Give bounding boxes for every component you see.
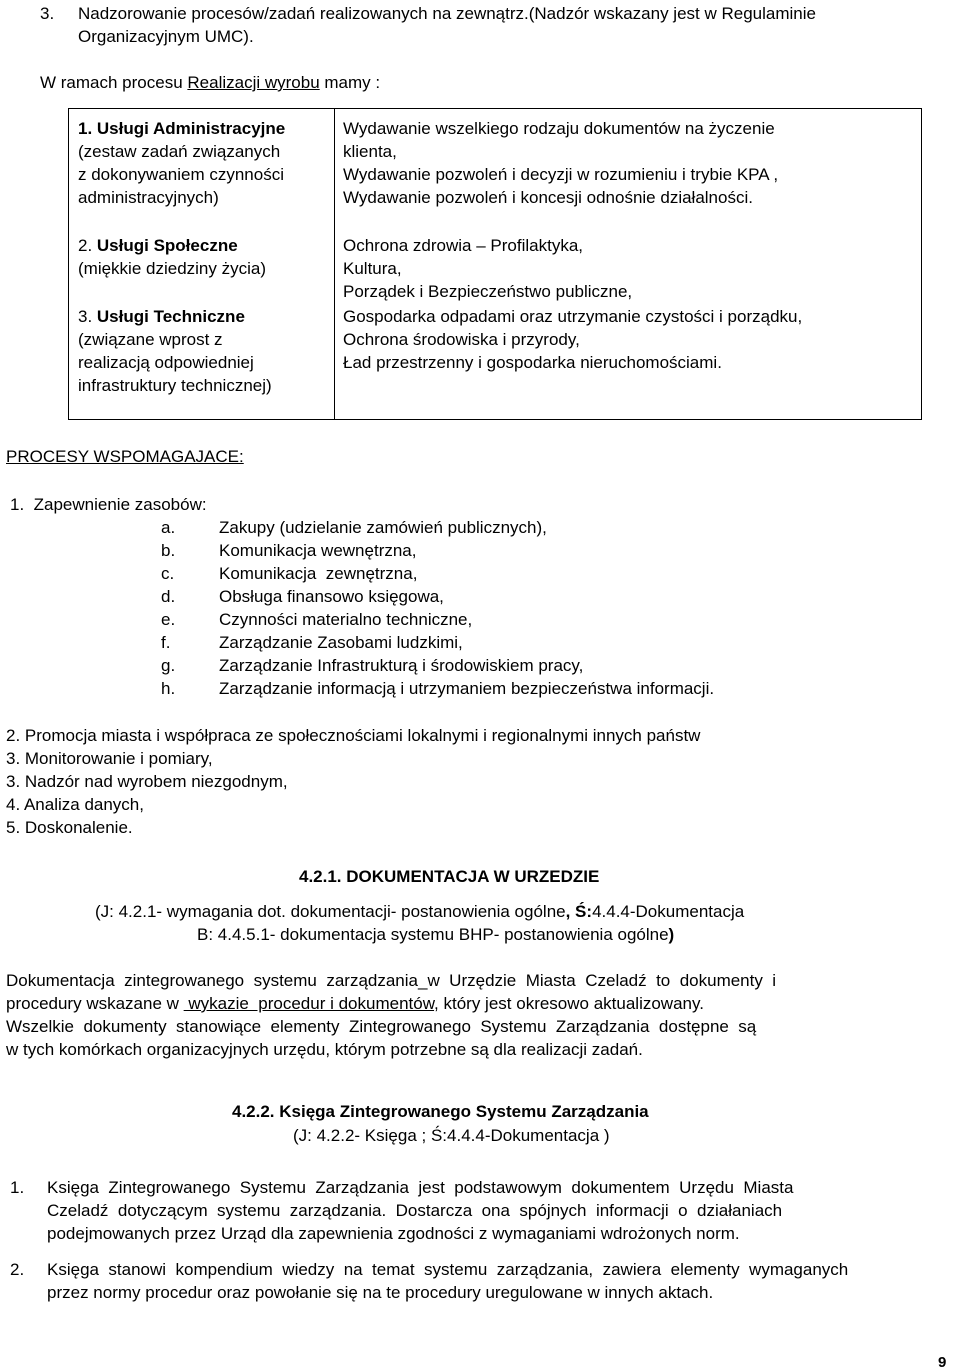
support-list-item: 3. Monitorowanie i pomiary, — [6, 749, 213, 768]
subitem-letter: h. — [161, 679, 176, 698]
book-item-number: 2. — [10, 1260, 25, 1279]
book-item — [47, 1258, 955, 1304]
paragraph-text: procedury wskazane w — [6, 994, 184, 1013]
section-ref-line — [197, 923, 674, 946]
intro-prefix: W ramach procesu — [40, 73, 188, 92]
ref-text: (J: 4.2.1- wymagania dot. dokumentacji- postanowienia ogólne — [95, 902, 566, 921]
service-title — [78, 305, 328, 328]
service-item-line: Gospodarka odpadami oraz utrzymanie czystości i porządku, — [343, 307, 803, 326]
intro-link[interactable]: Realizacji wyrobu — [187, 73, 320, 92]
item-text-line: Organizacyjnym UMC). — [78, 27, 254, 46]
paragraph-line: w tych komórkach organizacyjnych urzędu, którym potrzebne są dla realizacji zadań. — [6, 1040, 643, 1059]
book-item-line: podejmowanych przez Urząd dla zapewnienia zgodności z wymaganiami wdrożonych norm. — [47, 1224, 740, 1243]
service-item-line: Ład przestrzenny i gospodarka nieruchomościami. — [343, 353, 722, 372]
procedures-list-link[interactable]: wykazie procedur i dokumentów — [183, 994, 435, 1013]
service-desc-line: z dokonywaniem czynności — [78, 165, 284, 184]
subitem-letter: g. — [161, 656, 176, 675]
book-item-line: przez normy procedur oraz powołanie się na te procedury uregulowane w innych aktach. — [47, 1283, 714, 1302]
subitem-letter: f. — [161, 633, 171, 652]
service-title-number: 3. — [78, 307, 97, 326]
service-item-line: Wydawanie pozwoleń i koncesji odnośnie działalności. — [343, 188, 753, 207]
paragraph-documentation — [6, 969, 956, 1061]
support-list-item: 4. Analiza danych, — [6, 795, 144, 814]
book-item-line: Księga Zintegrowanego Systemu Zarządzania jest podstawowym dokumentem Urzędu Miasta — [47, 1178, 794, 1197]
paragraph-line-text: Dokumentacja zintegrowanego systemu zarządzania_w Urzędzie Miasta Czeladź to dokumenty i — [6, 971, 777, 990]
section-heading-421: 4.2.1. DOKUMENTACJA W URZEDZIE — [299, 867, 600, 886]
table-cell-right — [343, 305, 918, 374]
service-item-line: klienta, — [343, 142, 397, 161]
subitem-text: Zarządzanie Infrastrukturą i środowiskiem pracy, — [219, 656, 584, 675]
service-title-number: 2. — [78, 236, 97, 255]
subitem-text: Zarządzanie Zasobami ludzkimi, — [219, 633, 463, 652]
book-item-line: Czeladź dotyczącym systemu zarządzania. Dostarcza ona spójnych informacji o działaniach — [47, 1201, 783, 1220]
service-desc-line: realizacją odpowiedniej — [78, 353, 254, 372]
service-item-line: Ochrona zdrowia – Profilaktyka, — [343, 236, 583, 255]
service-desc-line: (miękkie dziedziny życia) — [78, 259, 266, 278]
intro-suffix: mamy : — [319, 73, 381, 92]
page-number: 9 — [938, 1354, 947, 1371]
section-heading-422: 4.2.2. Księga Zintegrowanego Systemu Zarządzania — [232, 1102, 649, 1121]
service-desc-line: administracyjnych) — [78, 188, 219, 207]
subitem-letter: c. — [161, 564, 175, 583]
paragraph-text: , który jest okresowo aktualizowany. — [434, 994, 704, 1013]
intro-line — [40, 71, 380, 94]
service-title — [78, 234, 328, 257]
support-list — [6, 724, 700, 839]
section-subheading-422: (J: 4.2.2- Księga ; Ś:4.4.4-Dokumentacja ) — [293, 1126, 610, 1145]
item-number: 3. — [40, 4, 55, 23]
item-text-line: Nadzorowanie procesów/zadań realizowanych na zewnątrz.(Nadzór wskazany jest w Regulaminie — [78, 4, 816, 23]
support-list-item: 2. Promocja miasta i współpraca ze społecznościami lokalnymi i regionalnymi innych państw — [6, 726, 701, 745]
paragraph-line — [6, 969, 956, 992]
support-list-item: 3. Nadzór nad wyrobem niezgodnym, — [6, 772, 288, 791]
subitem-letter: a. — [161, 518, 176, 537]
subitem-text: Komunikacja zewnętrzna, — [219, 564, 418, 583]
service-desc-line: (zestaw zadań związanych — [78, 142, 281, 161]
subitem-letter: e. — [161, 610, 176, 629]
table-cell-right — [343, 117, 918, 209]
table-cell-left — [78, 305, 328, 397]
support-heading: PROCESY WSPOMAGAJACE: — [6, 447, 244, 466]
service-title: 1. Usługi Administracyjne — [78, 119, 286, 138]
service-desc-line: (związane wprost z — [78, 330, 223, 349]
support-list-item: 5. Doskonalenie. — [6, 818, 133, 837]
ref-text: B: 4.4.5.1- dokumentacja systemu BHP- postanowienia ogólne — [197, 925, 669, 944]
subitem-text: Czynności materialno techniczne, — [219, 610, 473, 629]
service-item-line: Porządek i Bezpieczeństwo publiczne, — [343, 282, 633, 301]
service-item-line: Ochrona środowiska i przyrody, — [343, 330, 580, 349]
table-cell-left — [78, 117, 328, 209]
paragraph-line — [6, 992, 956, 1015]
table-cell-left — [78, 234, 328, 280]
section-ref-line — [95, 900, 744, 923]
subitem-text: Obsługa finansowo księgowa, — [219, 587, 444, 606]
subitem-text: Zarządzanie informacją i utrzymaniem bezpieczeństwa informacji. — [219, 679, 715, 698]
table-divider — [334, 109, 335, 419]
services-table — [68, 108, 922, 420]
service-item-line: Wydawanie pozwoleń i decyzji w rozumieniu i trybie KPA , — [343, 165, 779, 184]
subitem-text: Komunikacja wewnętrzna, — [219, 541, 417, 560]
paragraph-line: Wszelkie dokumenty stanowiące elementy Zintegrowanego Systemu Zarządzania dostępne są — [6, 1017, 757, 1036]
service-desc-line: infrastruktury technicznej) — [78, 376, 272, 395]
subitem-text: Zakupy (udzielanie zamówień publicznych), — [219, 518, 547, 537]
book-item-line: Księga stanowi kompendium wiedzy na temat systemu zarządzania, zawiera elementy wymaganych — [47, 1260, 849, 1279]
ref-text: 4.4.4-Dokumentacja — [592, 902, 745, 921]
table-cell-right — [343, 234, 918, 303]
support-item-1: 1. Zapewnienie zasobów: — [10, 495, 207, 514]
service-title-text: Usługi Techniczne — [96, 307, 245, 326]
ref-text: ) — [668, 925, 675, 944]
book-item — [47, 1176, 955, 1245]
service-item-line: Wydawanie wszelkiego rodzaju dokumentów na życzenie — [343, 119, 775, 138]
book-item-number: 1. — [10, 1178, 25, 1197]
ref-text: , Ś: — [565, 902, 593, 921]
subitem-letter: d. — [161, 587, 176, 606]
service-item-line: Kultura, — [343, 259, 402, 278]
subitem-letter: b. — [161, 541, 176, 560]
service-title-text: Usługi Społeczne — [96, 236, 238, 255]
